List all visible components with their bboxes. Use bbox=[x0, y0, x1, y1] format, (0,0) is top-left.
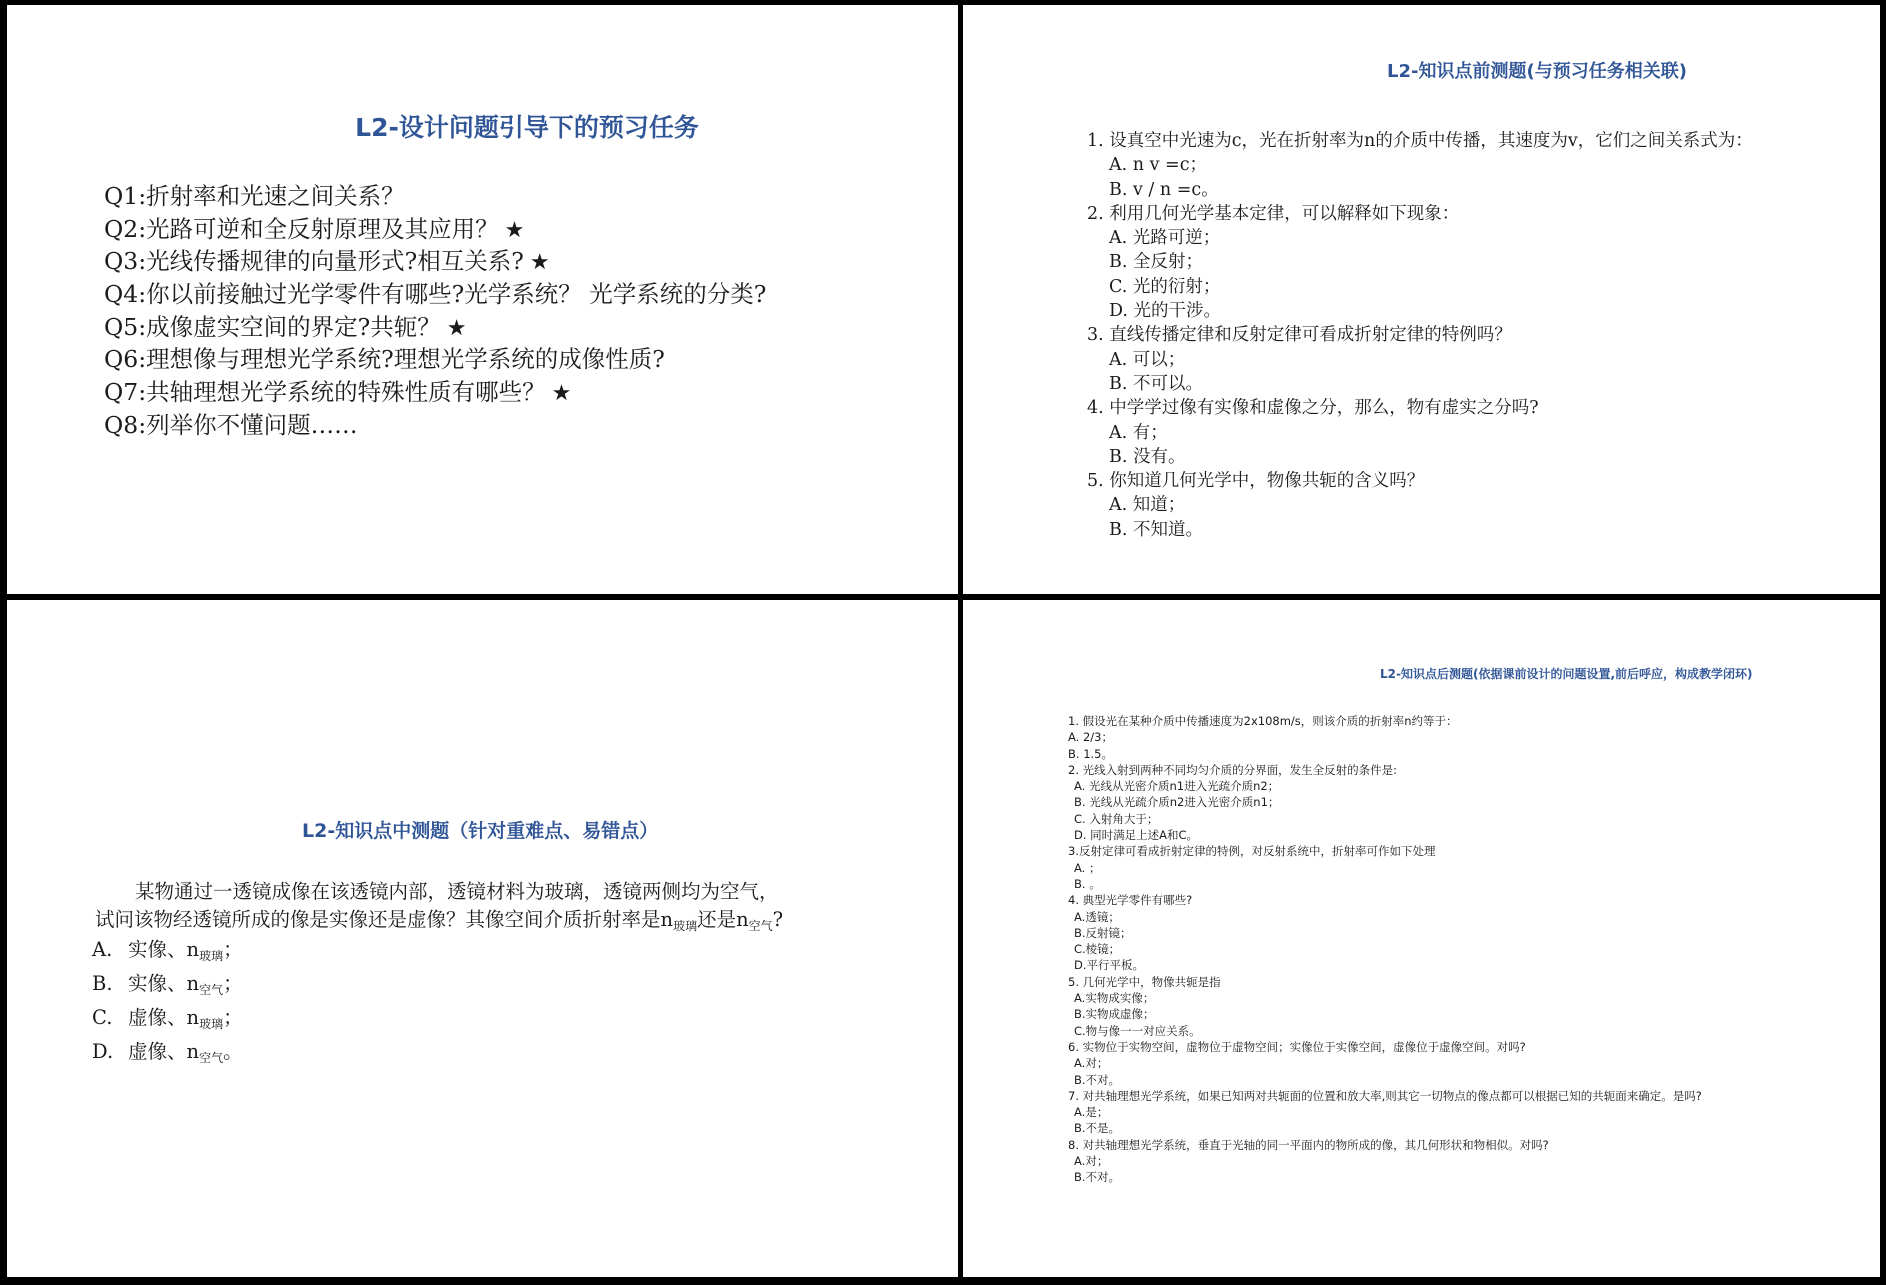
list-item bbox=[104, 180, 766, 213]
option-end: ； bbox=[223, 1006, 243, 1029]
star-icon: ★ bbox=[551, 381, 572, 407]
slide-title: L2-知识点后测题(依据课前设计的问题设置,前后呼应，构成教学闭环) bbox=[1380, 667, 1753, 681]
option-text: B. 。 bbox=[1074, 876, 1101, 891]
option-text: A. 有； bbox=[1109, 422, 1168, 443]
question-text: 1. 假设光在某种介质中传播速度为2x108m/s，则该介质的折射率n约等于： bbox=[1068, 714, 1458, 728]
option-text: A. n v =c； bbox=[1109, 155, 1208, 176]
item-text: Q1:折射率和光速之间关系？ bbox=[104, 182, 405, 210]
item-text: Q7:共轴理想光学系统的特殊性质有哪些？ bbox=[104, 378, 546, 407]
option-subscript: 玻璃 bbox=[199, 949, 224, 963]
option-text: A. ； bbox=[1074, 860, 1101, 875]
option-text: A. 知道； bbox=[1109, 495, 1186, 516]
option-row bbox=[92, 970, 243, 1004]
question-stem bbox=[95, 878, 915, 940]
option-text: A.对； bbox=[1074, 1056, 1109, 1071]
option-text: B. 没有。 bbox=[1109, 446, 1186, 467]
slide-pre-test bbox=[962, 5, 1880, 594]
option-text: B. 全反射； bbox=[1109, 252, 1203, 273]
list-item bbox=[104, 409, 766, 442]
option-subscript: 空气 bbox=[199, 983, 224, 997]
option-text: B.不对。 bbox=[1074, 1072, 1121, 1087]
question-text: 4. 中学学过像有实像和虚像之分，那么，物有虚实之分吗? bbox=[1087, 398, 1539, 419]
option-text: A. 2/3； bbox=[1068, 730, 1113, 745]
option-text: B. 1.5。 bbox=[1068, 746, 1113, 761]
question-text: 8. 对共轴理想光学系统，垂直于光轴的同一平面内的物所成的像，其几何形状和物相似。对吗? bbox=[1068, 1137, 1549, 1152]
option-text: B. v / n =c。 bbox=[1109, 179, 1219, 200]
option-end: 。 bbox=[223, 1040, 243, 1063]
option-text: B.不是。 bbox=[1074, 1121, 1121, 1136]
question-text: 5. 几何光学中，物像共轭是指 bbox=[1068, 974, 1221, 989]
question-list bbox=[104, 180, 766, 442]
option-text: A.是； bbox=[1074, 1105, 1109, 1120]
option-end: ； bbox=[223, 938, 243, 961]
option-letter: B. bbox=[92, 972, 113, 995]
list-item bbox=[104, 278, 766, 311]
question-text: 3. 直线传播定律和反射定律可看成折射定律的特例吗？ bbox=[1087, 325, 1512, 346]
option-subscript: 空气 bbox=[199, 1051, 224, 1065]
option-row bbox=[92, 1038, 243, 1072]
option-text: A.对； bbox=[1074, 1154, 1109, 1169]
star-icon: ★ bbox=[446, 315, 467, 341]
star-icon: ★ bbox=[504, 217, 525, 243]
option-text: B.不对。 bbox=[1074, 1170, 1121, 1185]
option-text: A.透镜； bbox=[1074, 909, 1120, 924]
slide-title: L2-设计问题引导下的预习任务 bbox=[355, 113, 699, 142]
question-text: 5. 你知道几何光学中，物像共轭的含义吗？ bbox=[1087, 471, 1425, 492]
item-text: Q8:列举你不懂问题…… bbox=[104, 410, 358, 439]
slide-mid-test bbox=[7, 600, 958, 1277]
option-text: C.棱镜； bbox=[1074, 942, 1121, 957]
list-item bbox=[104, 376, 766, 409]
option-text: B.反射镜； bbox=[1074, 925, 1132, 940]
option-subscript: 玻璃 bbox=[199, 1017, 224, 1031]
option-list bbox=[92, 936, 243, 1072]
option-text: A. 光线从光密介质n1进入光疏介质n2； bbox=[1074, 779, 1280, 794]
option-text: B.实物成虚像； bbox=[1074, 1007, 1155, 1022]
option-text: B. 光线从光疏介质n2进入光密介质n1； bbox=[1074, 795, 1280, 810]
option-text: 虚像、n bbox=[128, 1040, 200, 1063]
slide-title: L2-知识点前测题(与预习任务相关联) bbox=[1387, 61, 1687, 82]
option-text: D.平行平板。 bbox=[1074, 958, 1145, 973]
list-item bbox=[104, 311, 766, 344]
question-text: 1. 设真空中光速为c，光在折射率为n的介质中传播，其速度为v，它们之间关系式为： bbox=[1087, 131, 1753, 151]
option-letter: A. bbox=[92, 938, 113, 961]
list-item bbox=[104, 245, 766, 278]
option-text: A. 可以； bbox=[1109, 349, 1186, 370]
frame-left bbox=[0, 0, 7, 1285]
option-text: A.实物成实像； bbox=[1074, 991, 1155, 1006]
question-text: 6. 实物位于实物空间，虚物位于虚物空间；实像位于实像空间，虚像位于虚像空间。对吗? bbox=[1068, 1039, 1526, 1054]
option-text: C. 入射角大于； bbox=[1074, 811, 1159, 826]
question-text: 2. 光线入射到两种不同均匀介质的分界面，发生全反射的条件是: bbox=[1068, 762, 1397, 777]
option-letter: D. bbox=[92, 1040, 114, 1063]
stem-line: 试问该物经透镜所成的像是实像还是虚像？其像空间介质折射率是$n_{玻璃}$还是$n_{空气}$? bbox=[95, 908, 784, 933]
question-list bbox=[1068, 713, 1702, 1186]
option-row bbox=[92, 1004, 243, 1038]
item-text: Q5:成像虚实空间的界定?共轭？ bbox=[104, 312, 441, 341]
item-text: Q2:光路可逆和全反射原理及其应用？ bbox=[104, 214, 499, 243]
option-text: D. 光的干涉。 bbox=[1109, 301, 1222, 322]
option-text: 虚像、n bbox=[128, 1006, 200, 1029]
item-text: Q6:理想像与理想光学系统?理想光学系统的成像性质? bbox=[104, 345, 665, 374]
option-row bbox=[92, 936, 243, 970]
option-text: 实像、n bbox=[128, 972, 200, 995]
option-text: B. 不可以。 bbox=[1109, 373, 1203, 394]
item-text: Q3:光线传播规律的向量形式?相互关系? bbox=[104, 247, 524, 276]
question-text: 2. 利用几何光学基本定律，可以解释如下现象： bbox=[1087, 203, 1460, 224]
item-text: Q4:你以前接触过光学零件有哪些?光学系统？ 光学系统的分类? bbox=[104, 280, 767, 309]
slide-post-test bbox=[962, 600, 1880, 1277]
slide-title: L2-知识点中测题（针对重难点、易错点） bbox=[302, 820, 659, 842]
option-text: C. 光的衍射； bbox=[1109, 276, 1221, 297]
option-text: 实像、n bbox=[128, 938, 200, 961]
list-item bbox=[104, 213, 766, 246]
star-icon: ★ bbox=[529, 250, 550, 276]
option-end: ； bbox=[223, 972, 243, 995]
option-text: B. 不知道。 bbox=[1109, 519, 1203, 540]
list-item bbox=[104, 343, 766, 376]
frame-right bbox=[1880, 0, 1886, 1285]
stem-line: 某物通过一透镜成像在该透镜内部，透镜材料为玻璃，透镜两侧均为空气， bbox=[135, 880, 779, 903]
option-text: D. 同时满足上述A和C。 bbox=[1074, 828, 1199, 843]
question-list bbox=[1087, 129, 1753, 542]
question-text: 3.反射定律可看成折射定律的特例，对反射系统中，折射率可作如下处理 bbox=[1068, 844, 1436, 859]
question-text: 4. 典型光学零件有哪些? bbox=[1068, 893, 1193, 908]
option-text: C.物与像一一对应关系。 bbox=[1074, 1023, 1201, 1038]
option-text: A. 光路可逆； bbox=[1109, 228, 1221, 249]
slide-preview-tasks bbox=[7, 5, 958, 594]
frame-bottom bbox=[0, 1277, 1886, 1285]
question-text: 7. 对共轴理想光学系统，如果已知两对共轭面的位置和放大率,则其它一切物点的像点都可以根据已知的共轭面来确定。是吗? bbox=[1068, 1088, 1702, 1103]
option-letter: C. bbox=[92, 1006, 113, 1029]
